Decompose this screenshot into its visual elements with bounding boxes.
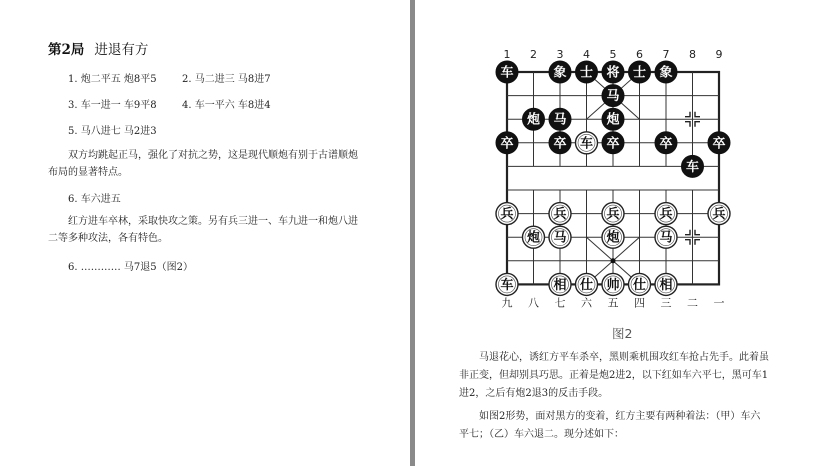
red-piece	[655, 273, 677, 295]
move-3: 3. 车一进一 车9平8	[68, 100, 157, 111]
black-piece	[549, 61, 571, 83]
black-piece	[682, 155, 704, 177]
top-file-label: 6	[636, 48, 643, 61]
top-file-label: 9	[715, 48, 723, 61]
bottom-file-label: 七	[554, 296, 566, 310]
red-piece	[549, 273, 571, 295]
piece-label: 炮	[606, 230, 620, 246]
piece-label: 相	[659, 277, 673, 293]
piece-label: 炮	[606, 112, 620, 128]
commentary-4-line-2: 平七；（乙）车六退二。现分述如下：	[459, 429, 624, 440]
piece-label: 车	[500, 65, 514, 81]
piece-label: 兵	[500, 207, 514, 223]
top-file-label: 8	[689, 48, 696, 61]
chapter-title	[48, 38, 148, 58]
top-file-label: 1	[503, 48, 511, 61]
bottom-file-label: 一	[713, 296, 725, 310]
piece-label: 兵	[712, 207, 726, 223]
piece-label: 兵	[553, 207, 567, 223]
piece-label: 卒	[553, 136, 567, 152]
move-6: 6. 车六进五	[68, 194, 121, 205]
commentary-2-line-1: 红方进车卒林，采取快攻之策。另有兵三进一、车九进一和炮八进	[68, 216, 358, 227]
red-piece	[496, 273, 518, 295]
top-file-label: 3	[556, 48, 564, 61]
black-piece	[629, 61, 651, 83]
piece-label: 车	[685, 159, 700, 175]
move-5: 5. 马八进七 马2进3	[68, 126, 157, 137]
black-piece	[496, 61, 518, 83]
black-piece	[602, 108, 624, 130]
red-piece	[629, 273, 651, 295]
black-piece	[576, 61, 598, 83]
commentary-2-line-2: 二等多种攻法，各有特色。	[48, 233, 168, 244]
black-piece	[496, 132, 518, 154]
top-file-label: 7	[662, 48, 670, 61]
black-piece	[602, 85, 624, 107]
piece-label: 象	[553, 65, 567, 81]
right-page	[415, 0, 819, 466]
bottom-file-label: 六	[581, 296, 592, 310]
piece-label: 仕	[579, 277, 594, 293]
piece-label: 兵	[659, 207, 673, 223]
piece-label: 炮	[526, 112, 541, 128]
commentary-3-line-3: 进2，之后有炮2退3的反击手段。	[459, 388, 609, 399]
red-piece	[549, 226, 571, 248]
black-piece	[549, 132, 571, 154]
move-1: 1. 炮二平五 炮8平5	[68, 74, 157, 85]
bottom-file-label: 八	[528, 296, 539, 310]
black-piece	[655, 132, 677, 154]
red-piece	[655, 203, 677, 225]
piece-label: 卒	[659, 136, 673, 152]
piece-label: 马	[553, 112, 567, 128]
black-piece	[549, 108, 571, 130]
red-piece	[602, 273, 624, 295]
move-line-3	[68, 122, 157, 137]
red-piece	[576, 273, 598, 295]
palace-center-dot	[611, 258, 616, 263]
piece-label: 卒	[606, 136, 620, 152]
piece-label: 士	[632, 65, 647, 81]
piece-label: 炮	[526, 230, 541, 246]
piece-label: 士	[579, 65, 594, 81]
move-2: 2. 马二进三 马8进7	[182, 74, 271, 85]
piece-label: 卒	[712, 136, 726, 152]
red-piece	[708, 203, 730, 225]
move-line-2	[68, 96, 271, 111]
piece-label: 马	[606, 89, 620, 105]
bottom-file-label: 三	[660, 296, 672, 310]
black-piece	[602, 61, 624, 83]
commentary-3-line-1: 马退花心，诱红方平车杀卒，黑则乘机围攻红车抢占先手。此着虽	[479, 352, 769, 363]
piece-label: 相	[553, 277, 567, 293]
commentary-1-line-2: 布局的显著特点。	[48, 167, 128, 178]
piece-label: 车	[579, 136, 594, 152]
bottom-file-label: 四	[634, 296, 645, 310]
red-piece	[655, 226, 677, 248]
black-piece	[523, 108, 545, 130]
piece-label: 车	[500, 277, 514, 293]
red-piece	[496, 203, 518, 225]
red-piece	[549, 203, 571, 225]
red-piece	[602, 203, 624, 225]
piece-label: 兵	[606, 207, 620, 223]
black-piece	[655, 61, 677, 83]
black-piece	[708, 132, 730, 154]
black-piece	[602, 132, 624, 154]
commentary-1-line-1: 双方均跳起正马，强化了对抗之势，这是现代顺炮有别于古谱顺炮	[68, 150, 358, 161]
figure-caption: 图2	[612, 326, 633, 341]
move-line-1	[68, 70, 271, 85]
piece-label: 马	[553, 230, 567, 246]
move-6-response: 6. ………… 马7退5（图2）	[68, 262, 193, 273]
piece-label: 将	[606, 65, 620, 81]
piece-label: 卒	[500, 136, 514, 152]
piece-label: 帅	[606, 277, 620, 293]
bottom-file-label: 五	[607, 296, 619, 310]
bottom-file-label: 九	[501, 296, 513, 310]
piece-label: 象	[659, 65, 673, 81]
commentary-3-line-2: 非正变，但却别具巧思。正着是炮2进2，以下红如车六平七，黑可车1	[459, 370, 769, 381]
xiangqi-board	[415, 0, 819, 320]
red-piece	[602, 226, 624, 248]
piece-label: 仕	[632, 277, 647, 293]
top-file-label: 5	[609, 48, 617, 61]
move-4: 4. 车一平六 车8进4	[182, 100, 271, 111]
bottom-file-label: 二	[687, 296, 698, 310]
top-file-label: 4	[583, 48, 590, 61]
top-file-label: 2	[530, 48, 537, 61]
piece-label: 马	[659, 230, 673, 246]
chapter-name: 进退有方	[94, 42, 149, 58]
red-piece	[523, 226, 545, 248]
commentary-4-line-1: 如图2形势，面对黑方的变着，红方主要有两种着法：（甲）车六	[479, 411, 761, 422]
chapter-number: 第2局	[48, 42, 85, 58]
red-piece	[576, 132, 598, 154]
